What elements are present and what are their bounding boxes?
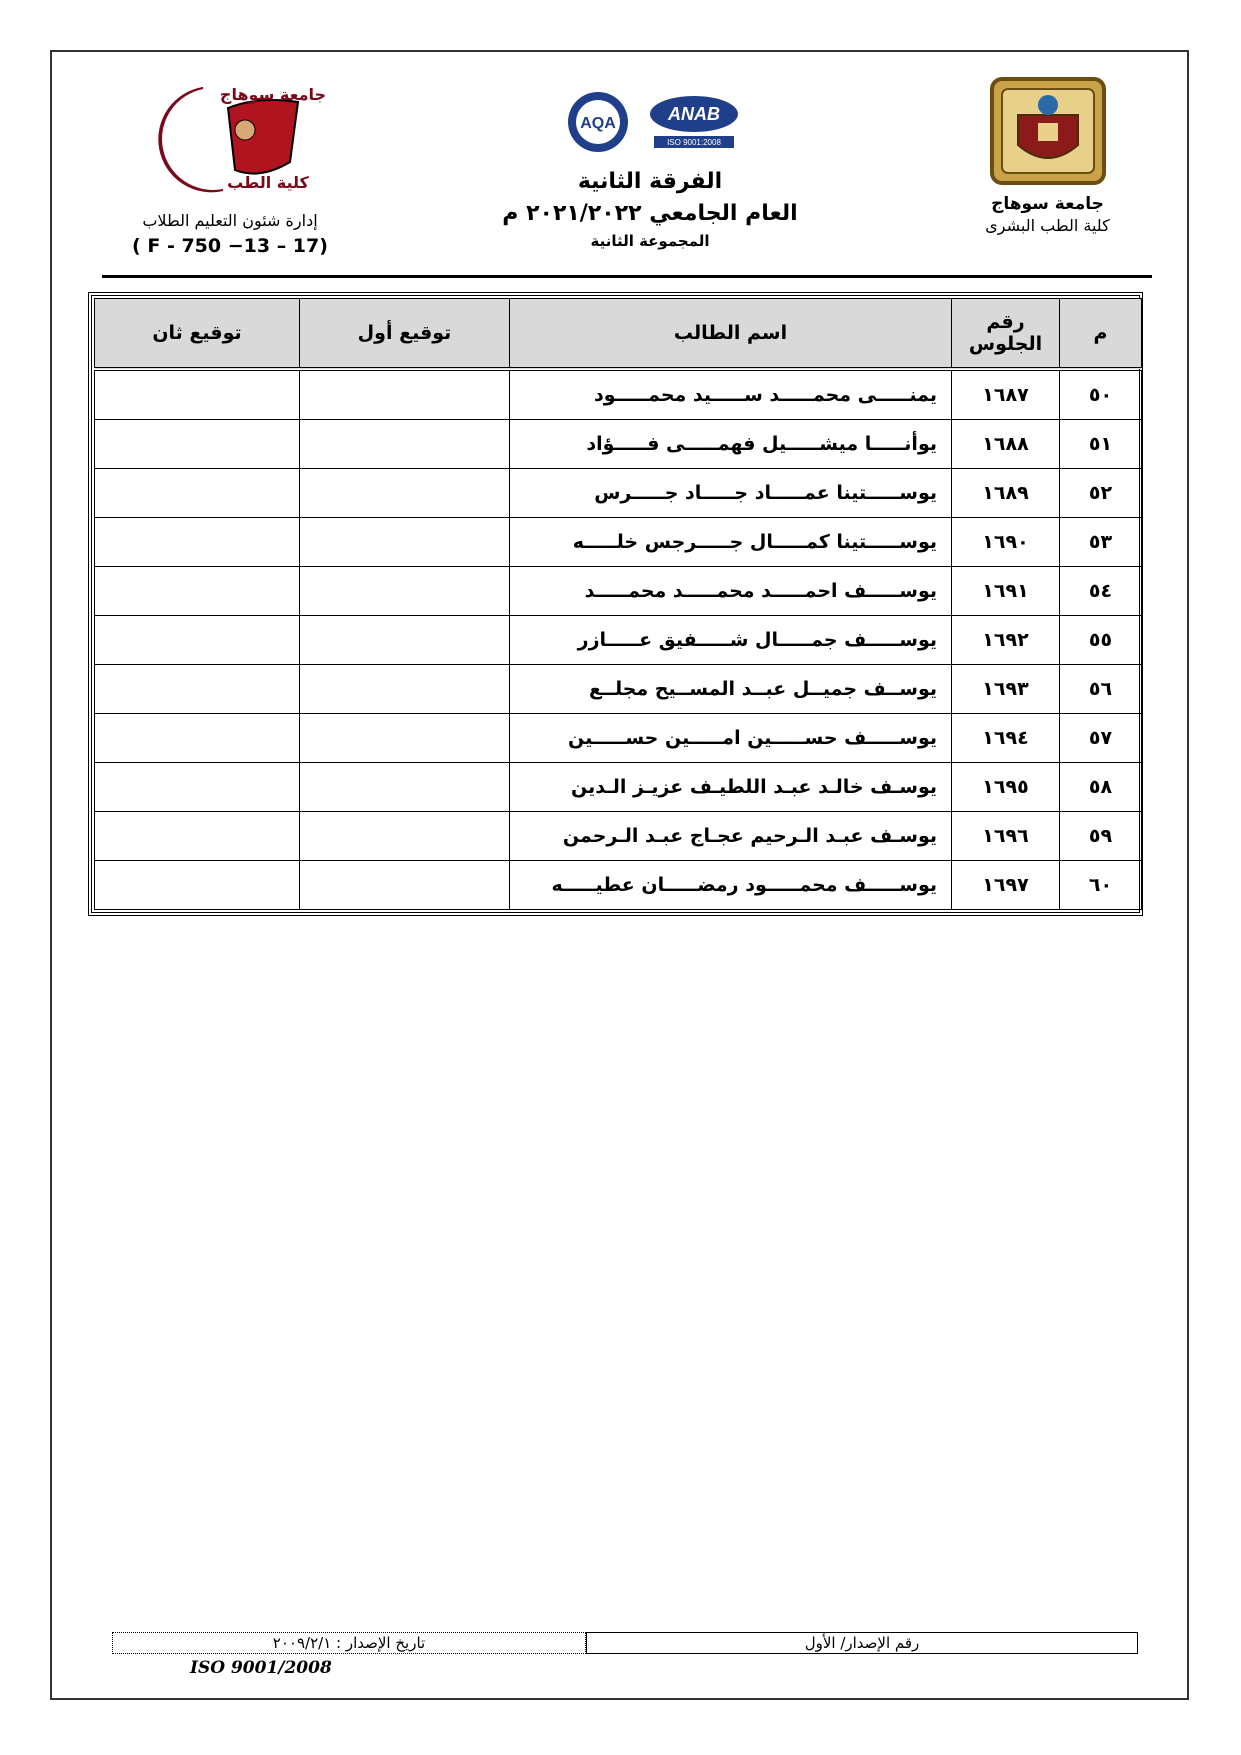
row-index: ٥٣: [1060, 518, 1142, 567]
column-header-sign1: توقيع أول: [300, 299, 510, 370]
row-student-name: يوســـــف محمـــــود رمضـــــان عطيـــــه: [510, 861, 952, 910]
row-student-name: يوســـــتينا عمـــــاد جـــــاد جـــــرس: [510, 469, 952, 518]
row-signature-2: [95, 469, 300, 518]
table-row: [95, 763, 1142, 812]
row-seat-number: ١٦٩٧: [952, 861, 1060, 910]
row-index: ٥٧: [1060, 714, 1142, 763]
row-seat-number: ١٦٨٧: [952, 369, 1060, 420]
row-signature-1: [300, 469, 510, 518]
row-student-name: يمنـــــى محمـــــد ســـــيد محمـــــود: [510, 369, 952, 420]
table-header-row: [95, 299, 1142, 370]
anab-badge-icon: [646, 90, 742, 154]
row-student-name: يوأنـــــا ميشـــــيل فهمـــــى فـــــؤاد: [510, 420, 952, 469]
faculty-logo-icon: [133, 78, 328, 198]
academic-year: العام الجامعي ٢٠٢١/٢٠٢٢ م: [502, 201, 798, 226]
students-table: [88, 292, 1143, 916]
row-signature-1: [300, 420, 510, 469]
column-header-seat-line1: رقم: [986, 311, 1025, 333]
issue-number: رقم الإصدار/ الأول: [586, 1632, 1138, 1654]
issue-date: تاريخ الإصدار : ٢٠٠٩/٢/١: [112, 1632, 586, 1654]
row-seat-number: ١٦٩٦: [952, 812, 1060, 861]
row-index: ٥٤: [1060, 567, 1142, 616]
table-row: [95, 420, 1142, 469]
row-seat-number: ١٦٨٩: [952, 469, 1060, 518]
row-index: ٥٠: [1060, 369, 1142, 420]
row-seat-number: ١٦٩١: [952, 567, 1060, 616]
row-signature-1: [300, 763, 510, 812]
university-seal-icon: [988, 75, 1108, 187]
row-index: ٥٢: [1060, 469, 1142, 518]
row-signature-2: [95, 420, 300, 469]
row-signature-2: [95, 763, 300, 812]
row-seat-number: ١٦٩٥: [952, 763, 1060, 812]
table-row: [95, 369, 1142, 420]
row-student-name: يوسـف عبـد الـرحيم عجـاج عبـد الـرحمن: [510, 812, 952, 861]
group-label: المجموعة الثانية: [590, 232, 710, 250]
row-student-name: يوســـــف حســـــين امـــــين حســـــين: [510, 714, 952, 763]
aqa-badge-icon: [558, 90, 638, 154]
svg-text:ISO 9001:2008: ISO 9001:2008: [667, 138, 721, 147]
faculty-name: كلية الطب البشرى: [985, 216, 1110, 235]
form-code: ( F - 750 −13 – 17): [132, 235, 328, 257]
row-index: ٦٠: [1060, 861, 1142, 910]
table-row: [95, 616, 1142, 665]
row-signature-2: [95, 812, 300, 861]
row-student-name: يوسـف خالـد عبـد اللطيـف عزيـز الـدين: [510, 763, 952, 812]
column-header-name: اسم الطالب: [510, 299, 952, 370]
table-row: [95, 469, 1142, 518]
row-signature-1: [300, 714, 510, 763]
row-student-name: يوســـــتينا كمـــــال جـــــرجس خلـــــه: [510, 518, 952, 567]
row-student-name: يوســـــف احمـــــد محمـــــد محمـــــد: [510, 567, 952, 616]
row-signature-1: [300, 665, 510, 714]
iso-label: ISO 9001/2008: [190, 1658, 332, 1678]
row-signature-2: [95, 567, 300, 616]
column-header-sign2: توقيع ثان: [95, 299, 300, 370]
row-seat-number: ١٦٩٢: [952, 616, 1060, 665]
row-signature-1: [300, 369, 510, 420]
row-signature-2: [95, 518, 300, 567]
row-index: ٥٥: [1060, 616, 1142, 665]
column-header-seat-line2: الجلوس: [968, 333, 1043, 355]
row-signature-2: [95, 665, 300, 714]
row-seat-number: ١٦٩٤: [952, 714, 1060, 763]
svg-text:كلية الطب: كلية الطب: [226, 173, 309, 192]
university-name: جامعة سوهاج: [991, 194, 1104, 214]
column-header-index: م: [1060, 299, 1142, 370]
svg-text:ANAB: ANAB: [668, 104, 720, 124]
row-index: ٥٦: [1060, 665, 1142, 714]
row-student-name: يوســف جميــل عبــد المســيح مجلــع: [510, 665, 952, 714]
row-seat-number: ١٦٩٠: [952, 518, 1060, 567]
table-row: [95, 567, 1142, 616]
class-title: الفرقة الثانية: [577, 169, 723, 194]
table-row: [95, 861, 1142, 910]
row-seat-number: ١٦٩٣: [952, 665, 1060, 714]
row-signature-1: [300, 616, 510, 665]
row-signature-2: [95, 369, 300, 420]
svg-text:AQA: AQA: [580, 115, 616, 132]
row-signature-1: [300, 518, 510, 567]
row-signature-1: [300, 861, 510, 910]
department-name: إدارة شئون التعليم الطلاب: [142, 211, 318, 230]
table-row: [95, 518, 1142, 567]
table-row: [95, 665, 1142, 714]
department-block: [110, 78, 350, 260]
row-signature-2: [95, 616, 300, 665]
svg-text:جامعة سوهاج: جامعة سوهاج: [219, 85, 326, 104]
accreditation-badges: [470, 90, 830, 160]
row-seat-number: ١٦٨٨: [952, 420, 1060, 469]
header-divider: [102, 275, 1152, 278]
row-index: ٥٩: [1060, 812, 1142, 861]
table-row: [95, 812, 1142, 861]
table-row: [95, 714, 1142, 763]
column-header-seat: [952, 299, 1060, 370]
university-block: [955, 75, 1140, 237]
row-signature-2: [95, 861, 300, 910]
title-block: [470, 90, 830, 252]
row-index: ٥٨: [1060, 763, 1142, 812]
row-student-name: يوســـــف جمـــــال شـــــفيق عـــــازر: [510, 616, 952, 665]
row-signature-1: [300, 812, 510, 861]
row-signature-1: [300, 567, 510, 616]
row-index: ٥١: [1060, 420, 1142, 469]
row-signature-2: [95, 714, 300, 763]
